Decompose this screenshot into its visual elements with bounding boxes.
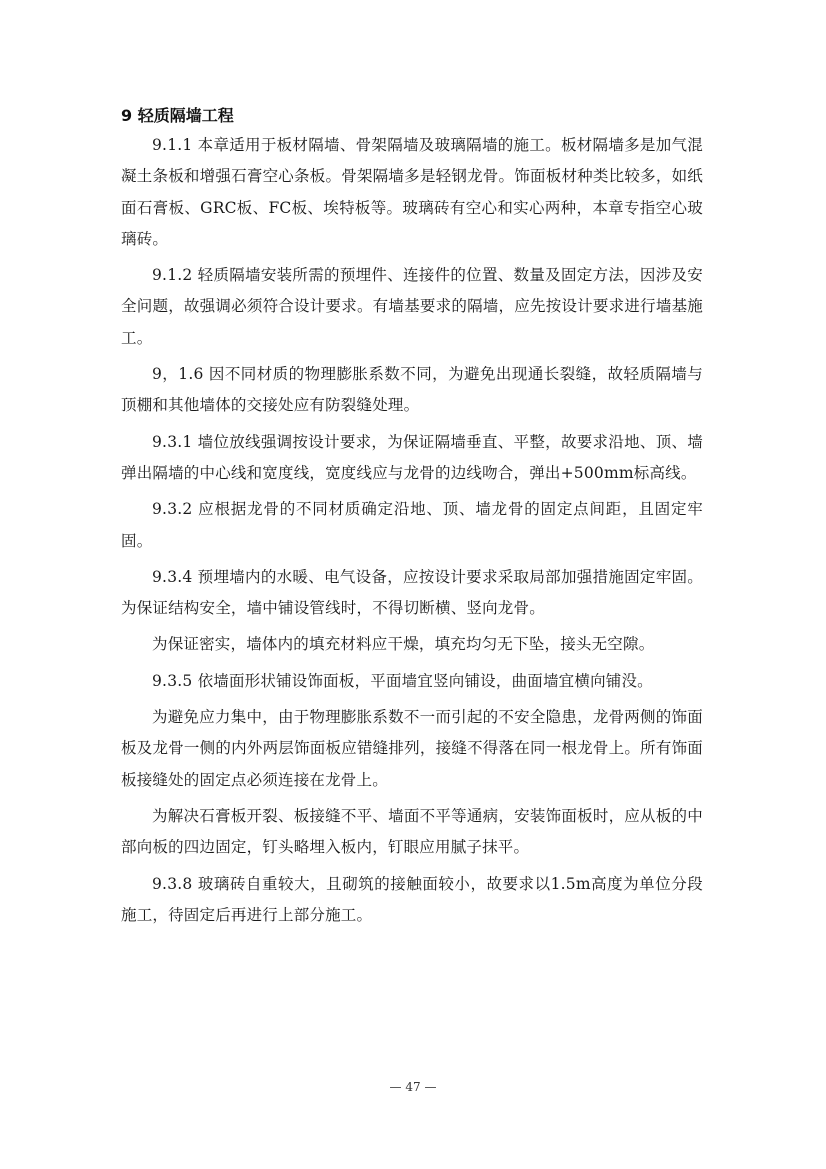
page-number: — 47 —: [389, 1080, 437, 1094]
paragraph-9-1-6: 9，1.6 因不同材质的物理膨胀系数不同，为避免出现通长裂缝，故轻质隔墙与顶棚和其他墙体的交接处应有防裂缝处理。: [121, 365, 703, 415]
paragraph-stress: 为避免应力集中，由于物理膨胀系数不一而引起的不安全隐患，龙骨两侧的饰面板及龙骨一侧的内外两层饰面板应错缝排列，接缝不得落在同一根龙骨上。所有饰面板接缝处的固定点必须连接在龙骨上。: [121, 708, 703, 789]
paragraph-9-3-2: 9.3.2 应根据龙骨的不同材质确定沿地、顶、墙龙骨的固定点间距，且固定牢固。: [121, 500, 703, 550]
paragraph-9-3-5: 9.3.5 依墙面形状铺设饰面板，平面墙宜竖向铺设，曲面墙宜横向铺没。: [152, 671, 653, 690]
document-body: [121, 104, 703, 936]
paragraph-9-3-4: 9.3.4 预埋墙内的水暖、电气设备，应按设计要求采取局部加强措施固定牢固。为保证结构安全，墙中铺设管线时，不得切断横、竖向龙骨。: [121, 567, 703, 618]
paragraph-gypsum: 为解决石膏板开裂、板接缝不平、墙面不平等通病，安装饰面板时，应从板的中部向板的四边固定，钉头略埋入板内，钉眼应用腻子抹平。: [121, 806, 703, 857]
paragraph-filling: 为保证密实，墙体内的填充材料应干燥，填充均匀无下坠，接头无空隙。: [152, 635, 655, 654]
paragraph-9-3-8: 9.3.8 玻璃砖自重较大，且砌筑的接触面较小，故要求以1.5m高度为单位分段施工，待固定后再进行上部分施工。: [121, 874, 703, 924]
paragraph-9-1-1: 9.1.1 本章适用于板材隔墙、骨架隔墙及玻璃隔墙的施工。板材隔墙多是加气混凝土条板和增强石膏空心条板。骨架隔墙多是轻钢龙骨。饰面板材种类比较多，如纸面石膏板、GRC板、FC板、埃特板等。玻璃砖有空心和实心两种，本章专指空心玻璃砖。: [121, 136, 703, 248]
section-title: 9 轻质隔墙工程: [121, 106, 234, 125]
paragraph-9-1-2: 9.1.2 轻质隔墙安装所需的预埋件、连接件的位置、数量及固定方法，因涉及安全问题，故强调必须符合设计要求。有墙基要求的隔墙，应先按设计要求进行墙基施工。: [121, 266, 703, 347]
paragraph-9-3-1: 9.3.1 墙位放线强调按设计要求，为保证隔墙垂直、平整，故要求沿地、顶、墙弹出隔墙的中心线和宽度线，宽度线应与龙骨的边线吻合，弹出+500mm标高线。: [121, 432, 703, 482]
